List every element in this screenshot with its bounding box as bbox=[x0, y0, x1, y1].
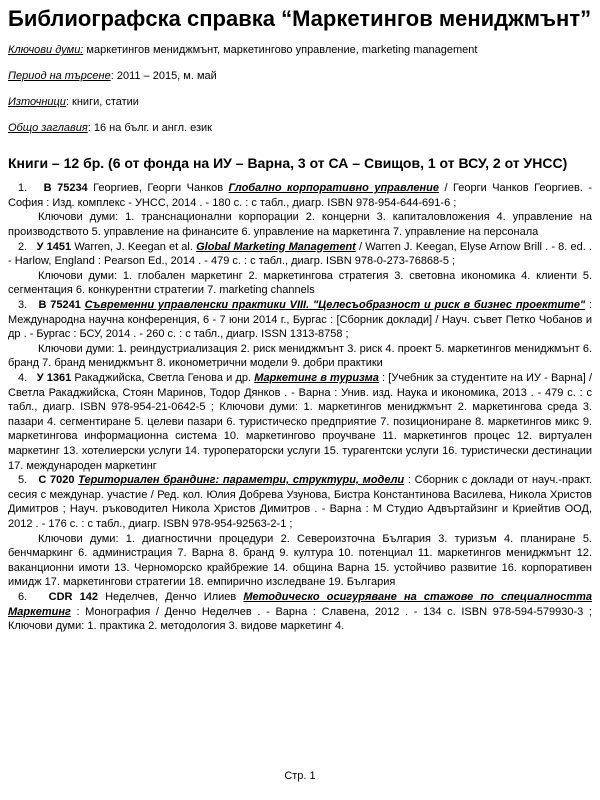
entry-keywords: Ключови думи: 1. глобален маркетинг 2. маркетингова стратегия 3. световна икономика 4. клиенти 5. сегментация 6. конкурентни стратегии 7. marketing channels bbox=[8, 269, 592, 297]
entry-authors: Неделчев, Денчо Илиев bbox=[97, 590, 244, 603]
meta-key: Период на търсене bbox=[8, 70, 111, 83]
entry-shelfmark: У 1361 bbox=[36, 372, 72, 385]
search-metadata bbox=[8, 43, 592, 135]
entry-citation bbox=[8, 590, 592, 634]
bibliography-entry-2 bbox=[8, 240, 592, 298]
entry-description: / Георги Чанков Георгиев. - София : Изд. комплекс - УНСС, 2014 . - 180 с. : с табл., диагр. ISBN 978-954-644-691-6 ; bbox=[8, 182, 593, 209]
entry-title: Териториален брандинг: параметри, структури, модели bbox=[78, 474, 405, 487]
entry-citation bbox=[8, 181, 592, 210]
meta-value: маркетингов мениджмънт, маркетингово управление, marketing management bbox=[83, 44, 478, 57]
entry-citation bbox=[8, 371, 592, 473]
page-number: Стр. 1 bbox=[284, 770, 316, 782]
section-heading-books: Книги – 12 бр. (6 от фонда на ИУ – Варна, 3 от СА – Свищов, 1 от ВСУ, 2 от УНСС) bbox=[8, 155, 568, 172]
meta-key: Ключови думи: bbox=[8, 44, 84, 57]
meta-value: : книги, статии bbox=[65, 96, 139, 109]
entry-shelfmark: В 75234 bbox=[43, 182, 88, 195]
entry-title: Методическо осигуряване на стажове по специалността Маркетинг bbox=[8, 590, 592, 618]
entry-description: / Warren J. Keegan, Elyse Arnow Brill . - 8. ed. . - Harlow, England : Pearson Ed., 2014 . - 479 с. : с табл., диагр. ISBN 978-0-273-76868-5 ; bbox=[8, 240, 593, 268]
entry-number: 3. bbox=[18, 299, 28, 312]
document-title: Библиографска справка “Маркетингов мениджмънт” bbox=[8, 6, 592, 31]
entry-keywords: Ключови думи: 1. транснационални корпорации 2. концерни 3. капиталовложения 4. управление на производството 5. управление на финансите 6. управление на маркетинга 7. управление на персонала bbox=[8, 211, 592, 239]
entry-title: Съвременни управленски практики VIII. "Целесъобразност и риск в бизнес проектите" bbox=[84, 299, 586, 312]
bibliography-entry-5 bbox=[8, 473, 592, 590]
entry-citation bbox=[8, 298, 592, 342]
meta-total bbox=[8, 121, 592, 135]
entry-shelfmark: CDR 142 bbox=[48, 590, 98, 603]
entry-authors: Георгиев, Георги Чанков bbox=[87, 182, 229, 195]
entry-description: : Сборник с доклади от науч.-практ. сесия с междунар. участие / Ред. кол. Юлия Добрева Узунова, Бистра Константинова Василева, Никола Христов Димитров ; Науч. ръководител Никола Христов Димитров . - Варна : М Студио Адвъртайзинг и Криейтив ООД, 2012 . - 176 с. : с табл., диагр. ISBN 978-954-92563-2-1 ; bbox=[8, 474, 592, 530]
entry-number: 2. bbox=[18, 240, 28, 253]
entry-description: : Международна научна конференция, 6 - 7 юни 2014 г., Бургас : [Сборник доклади] / Науч. съвет Петко Чобанов и др . - Бургас : БСУ, 2014 . - 260 с. : с табл., диагр. ISSN 1313-8758 ; bbox=[8, 299, 592, 341]
entry-number: 6. bbox=[18, 590, 28, 603]
entry-title: Глобално корпоративно управление bbox=[228, 182, 439, 195]
bibliography-list bbox=[8, 181, 592, 633]
bibliography-entry-4 bbox=[8, 371, 592, 473]
entry-authors: Ракаджийска, Светла Генова и др. bbox=[71, 372, 255, 385]
entry-description: : [Учебник за студентите на ИУ - Варна] / Светла Ракаджийска, Стоян Маринов, Тодор Дянков . - Варна : Унив. изд. Наука и икономика, 2013 . - 479 с. : с табл., диагр. ISBN 978-954-21-0642-5 ; Ключови думи: 1. маркетингов мениджмънт 2. маркетингова среда 3. пазари 4. сегментиране 5. целеви пазари 6. туристическо предприятие 7. позициониране 8. маркетингов микс 9. маркетингова информационна система 10. маркетингово проучване 11. маркетингов процес 12. виртуален маркетинг 13. хотелиерски услуги 14. туроператорски услуги 15. турагентски услуги 16. туристически дестинации 17. международен маркетинг bbox=[8, 372, 593, 472]
meta-period bbox=[8, 69, 592, 83]
meta-value: : 16 на бълг. и англ. език bbox=[87, 122, 212, 135]
entry-keywords: Ключови думи: 1. диагностични процедури 2. Североизточна България 3. туризъм 4. планиране 5. бенчмаркинг 6. администрация 7. Варна 8. бранд 9. култура 10. потенциал 11. маркетингов мениджмънт 12. ваканционни имоти 13. Черноморско крайбрежие 14. община Варна 15. устойчиво развитие 16. корпоративен имидж 17. маркетингови стратегии 18. емпирично изследване 19. България bbox=[8, 532, 592, 589]
meta-sources bbox=[8, 95, 592, 109]
bibliography-entry-3 bbox=[8, 298, 592, 371]
entry-title: Маркетинг в туризма bbox=[254, 372, 379, 385]
bibliography-entry-6 bbox=[8, 590, 592, 634]
entry-description: : Монография / Денчо Неделчев . - Варна : Славена, 2012 . - 134 с. ISBN 978-594-579930-3 ; Ключови думи: 1. практика 2. методология 3. видове маркетинг 4. bbox=[8, 605, 592, 633]
bibliography-entry-1 bbox=[8, 181, 592, 239]
entry-number: 5. bbox=[18, 474, 28, 487]
meta-key: Източници bbox=[8, 96, 66, 109]
entry-shelfmark: С 7020 bbox=[38, 474, 75, 487]
entry-keywords: Ключови думи: 1. реиндустриализация 2. риск мениджмънт 3. риск 4. проект 5. маркетингов мениджмънт 6. бранд 7. бранд мениджмънт 8. иконометрични модели 9. добри практики bbox=[8, 342, 592, 370]
entry-citation bbox=[8, 240, 592, 269]
meta-value: : 2011 – 2015, м. май bbox=[110, 70, 217, 83]
entry-shelfmark: У 1451 bbox=[36, 240, 72, 253]
meta-keywords bbox=[8, 43, 592, 57]
entry-number: 4. bbox=[18, 372, 28, 385]
entry-shelfmark: В 75241 bbox=[38, 299, 81, 312]
entry-citation bbox=[8, 473, 592, 531]
entry-title: Global Marketing Management bbox=[196, 240, 356, 253]
meta-key: Общо заглавия bbox=[8, 122, 88, 135]
entry-number: 1. bbox=[18, 182, 28, 195]
entry-authors: Warren, J. Keegan et al. bbox=[71, 240, 197, 253]
